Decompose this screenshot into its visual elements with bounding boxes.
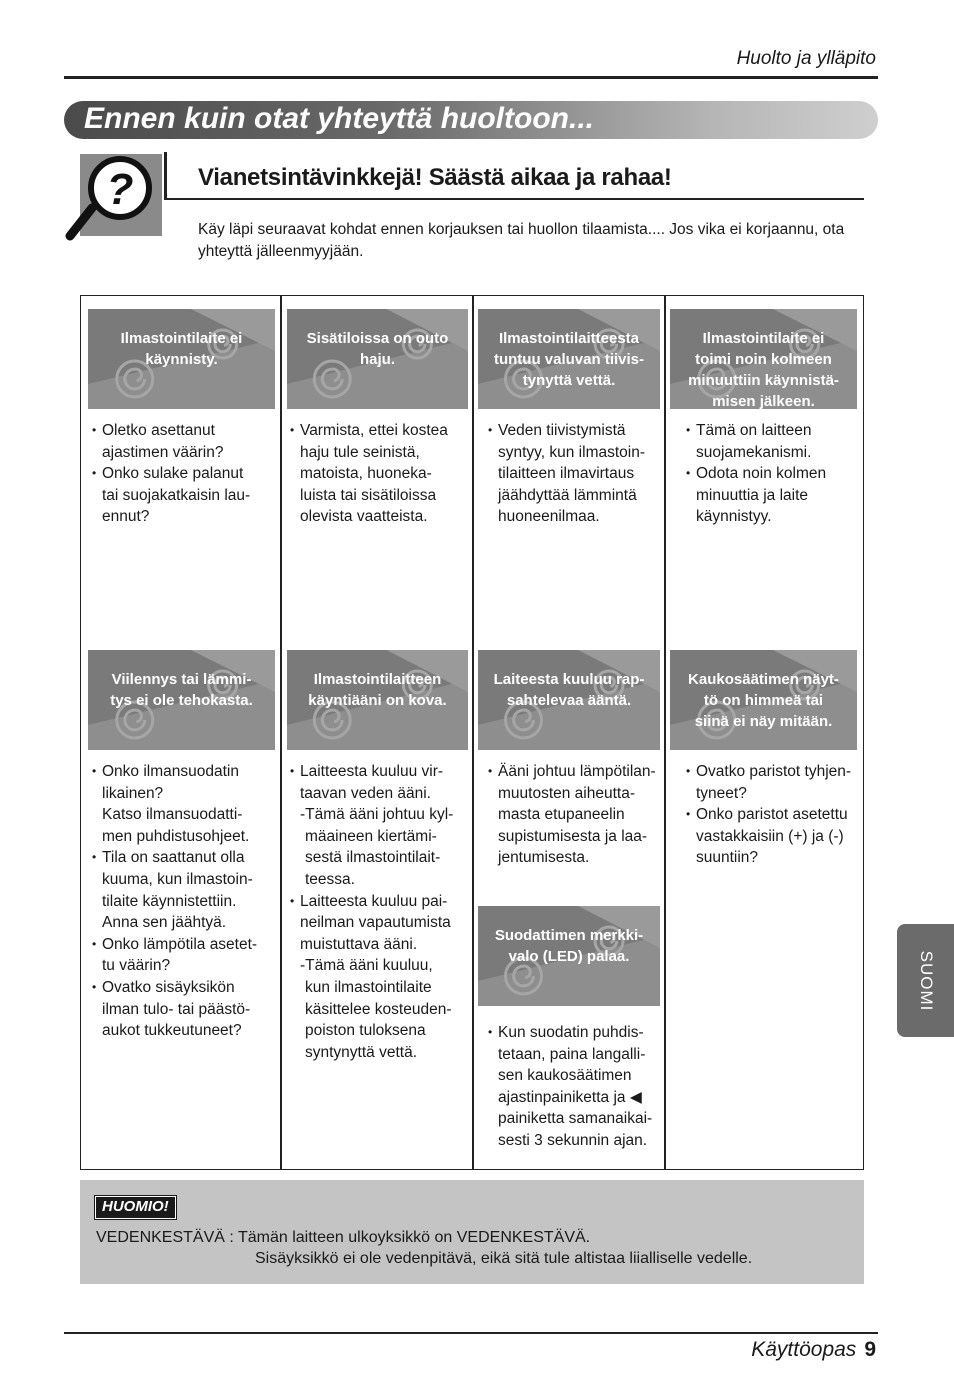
- solution-bullet: • Onko ilmansuodatin: [92, 761, 270, 783]
- note-line-2: Sisäyksikkö ei ole vedenpitävä, eikä sitä tule altistaa liialliselle vedelle.: [255, 1250, 753, 1267]
- solution-line: mäaineen kiertämi-: [305, 827, 437, 845]
- problem-heading-line: käynnisty.: [145, 351, 218, 368]
- problem-heading-line: Laiteesta kuuluu rap-: [493, 671, 645, 688]
- solution-text: [290, 420, 468, 528]
- problem-heading-line: toimi noin kolmeen: [695, 351, 832, 368]
- solution-line: vastakkaisiin (+) ja (-): [696, 827, 844, 845]
- solution-line: sestä ilmastointilait-: [305, 849, 441, 867]
- solution-line: tai suojakatkaisin lau-: [102, 486, 251, 504]
- language-tab: [897, 924, 954, 1037]
- problem-heading-line: Viilennys tai lämmi-: [111, 671, 252, 688]
- svg-text:?: ?: [106, 165, 134, 214]
- problem-heading: [478, 309, 660, 409]
- solution-line: ilman tulo- tai päästö-: [102, 1000, 251, 1018]
- intro-text: Käy läpi seuraavat kohdat ennen korjauksen tai huollon tilaamista.... Jos vika ei korjaannu, ota yhteyttä jälleenmyyjään.: [198, 221, 845, 260]
- note-line-1: VEDENKESTÄVÄ : Tämän laitteen ulkoyksikkö on VEDENKESTÄVÄ.: [96, 1229, 591, 1246]
- language-tab-label: SUOMI: [916, 950, 936, 1011]
- solution-bullet: • Laitteesta kuuluu vir-: [290, 761, 468, 783]
- solution-line: -Tämä ääni kuuluu,: [300, 957, 433, 975]
- solution-line: tilaite käynnistettiin.: [102, 892, 237, 910]
- solution-text: [488, 761, 666, 869]
- problem-heading-line: Kaukosäätimen näyt-: [688, 671, 839, 688]
- solution-line: käsittelee kosteuden-: [305, 1000, 452, 1018]
- solution-bullet: • Onko paristot asetettu: [686, 804, 864, 826]
- problem-heading: [670, 650, 857, 750]
- solution-bullet: • Odota noin kolmen: [686, 463, 864, 485]
- solution-line: syntynyttä vettä.: [305, 1043, 417, 1061]
- solution-line: kun ilmastointilaite: [305, 978, 432, 996]
- problem-heading: [670, 309, 857, 409]
- solution-line: haju tule seinistä,: [300, 443, 420, 461]
- solution-line: supistumisesta ja laa-: [498, 827, 648, 845]
- solution-bullet: • Veden tiivistymistä: [488, 420, 666, 442]
- solution-text: [488, 1022, 666, 1152]
- problem-heading: [88, 650, 275, 750]
- problem-heading-line: misen jälkeen.: [712, 393, 815, 409]
- problem-heading-line: Sisätiloissa on outo: [306, 330, 449, 347]
- problem-heading-line: Suodattimen merkki-: [494, 927, 644, 944]
- solution-line: sesti 3 sekunnin ajan.: [498, 1131, 648, 1149]
- solution-line: muistuttava ääni.: [300, 935, 418, 953]
- subtitle-vertical-rule: [164, 152, 167, 200]
- column-divider: [472, 295, 474, 1170]
- problem-heading-line: tys ei ole tehokasta.: [110, 692, 253, 709]
- title-banner: [64, 101, 878, 139]
- solution-line: minuuttia ja laite: [696, 486, 809, 504]
- solution-line: -Tämä ääni johtuu kyl-: [300, 806, 454, 824]
- solution-bullet: • Ovatko paristot tyhjen-: [686, 761, 864, 783]
- solution-line: matoista, huoneka-: [300, 465, 432, 483]
- problem-heading-line: Ilmastointilaitteesta: [498, 330, 640, 347]
- solution-bullet: • Onko sulake palanut: [92, 463, 270, 485]
- solution-line: neilman vapautumista: [300, 914, 451, 932]
- problem-heading-line: sahtelevaa ääntä.: [506, 692, 632, 709]
- problem-heading: [287, 309, 468, 409]
- solution-line: jäähdyttää lämmintä: [498, 486, 637, 504]
- problem-heading-line: minuuttiin käynnistä-: [688, 372, 839, 389]
- solution-text: [92, 761, 270, 1042]
- solution-line: aukot tukkeutuneet?: [102, 1022, 242, 1040]
- solution-line: syntyy, kun ilmastoin-: [498, 443, 646, 461]
- solution-line: jentumisesta.: [498, 849, 590, 867]
- solution-text: [488, 420, 666, 528]
- bottom-divider: [64, 1332, 878, 1334]
- solution-bullet: • Varmista, ettei kostea: [290, 420, 468, 442]
- solution-line: suuntiin?: [696, 849, 759, 867]
- solution-bullet: • Laitteesta kuuluu pai-: [290, 891, 468, 913]
- solution-line: tu väärin?: [102, 957, 171, 975]
- solution-bullet: • Ääni johtuu lämpötilan-: [488, 761, 666, 783]
- solution-text: [686, 420, 864, 528]
- problem-heading-line: tö on himmeä tai: [703, 692, 824, 709]
- solution-line: taavan veden ääni.: [300, 784, 431, 802]
- solution-line: teessa.: [305, 870, 355, 888]
- solution-line: sen kaukosäätimen: [498, 1067, 632, 1085]
- problem-heading-line: valo (LED) palaa.: [508, 948, 630, 965]
- solution-text: [290, 761, 468, 1063]
- solution-line: ajastinpainiketta ja ◀: [498, 1088, 642, 1106]
- solution-line: tilaitteen ilmavirtaus: [498, 465, 635, 483]
- subtitle-divider: [164, 198, 864, 200]
- footer-label: Käyttöopas: [751, 1338, 857, 1361]
- solution-line: suojamekanismi.: [696, 443, 812, 461]
- page-number: 9: [864, 1338, 876, 1361]
- solution-line: painiketta samanaikai-: [498, 1110, 653, 1128]
- magnifier-question-icon: [62, 150, 166, 244]
- problem-heading-line: siinä ei näy mitään.: [694, 713, 833, 730]
- solution-bullet: • Tämä on laitteen: [686, 420, 864, 442]
- solution-bullet: • Ovatko sisäyksikön: [92, 977, 270, 999]
- solution-line: muutosten aiheutta-: [498, 784, 636, 802]
- problem-heading-line: haju.: [359, 351, 395, 368]
- problem-heading-line: Ilmastointilaite ei: [702, 330, 825, 347]
- solution-bullet: • Kun suodatin puhdis-: [488, 1022, 666, 1044]
- column-divider: [280, 295, 282, 1170]
- solution-bullet: • Oletko asettanut: [92, 420, 270, 442]
- solution-text: [686, 761, 864, 869]
- solution-bullet: • Tila on saattanut olla: [92, 847, 270, 869]
- problem-heading: [287, 650, 468, 750]
- solution-line: masta etupaneelin: [498, 806, 625, 824]
- solution-line: ennut?: [102, 508, 150, 526]
- footer: [751, 1338, 876, 1362]
- solution-line: ajastimen väärin?: [102, 443, 224, 461]
- solution-line: Katso ilmansuodatti-: [102, 806, 243, 824]
- solution-text: [92, 420, 270, 528]
- problem-heading-line: tuntuu valuvan tiivis-: [493, 351, 644, 368]
- note-tag: HUOMIO!: [95, 1196, 176, 1219]
- problem-heading-line: Ilmastointilaite ei: [120, 330, 243, 347]
- problem-heading-line: tynyttä vettä.: [522, 372, 616, 389]
- solution-line: Anna sen jäähtyä.: [102, 914, 227, 932]
- problem-heading: [478, 650, 660, 750]
- solution-line: kuuma, kun ilmastoin-: [102, 870, 253, 888]
- solution-line: olevista vaatteista.: [300, 508, 428, 526]
- subtitle: Vianetsintävinkkejä! Säästä aikaa ja rahaa!: [198, 164, 672, 191]
- solution-line: huoneenilmaa.: [498, 508, 600, 526]
- page-title: Ennen kuin otat yhteyttä huoltoon...: [84, 102, 594, 135]
- solution-line: luista tai sisätiloissa: [300, 486, 437, 504]
- solution-line: käynnistyy.: [696, 508, 772, 526]
- section-label: Huolto ja ylläpito: [736, 48, 876, 69]
- solution-line: men puhdistusohjeet.: [102, 827, 250, 845]
- solution-line: poiston tuloksena: [305, 1022, 426, 1040]
- top-divider: [64, 76, 878, 79]
- problem-heading-line: käyntiääni on kova.: [308, 692, 447, 709]
- problem-heading: [478, 906, 660, 1006]
- solution-line: tyneet?: [696, 784, 747, 802]
- solution-line: likainen?: [102, 784, 164, 802]
- solution-bullet: • Onko lämpötila asetet-: [92, 934, 270, 956]
- problem-heading: [88, 309, 275, 409]
- solution-line: tetaan, paina langalli-: [498, 1045, 646, 1063]
- problem-heading-line: Ilmastointilaitteen: [313, 671, 442, 688]
